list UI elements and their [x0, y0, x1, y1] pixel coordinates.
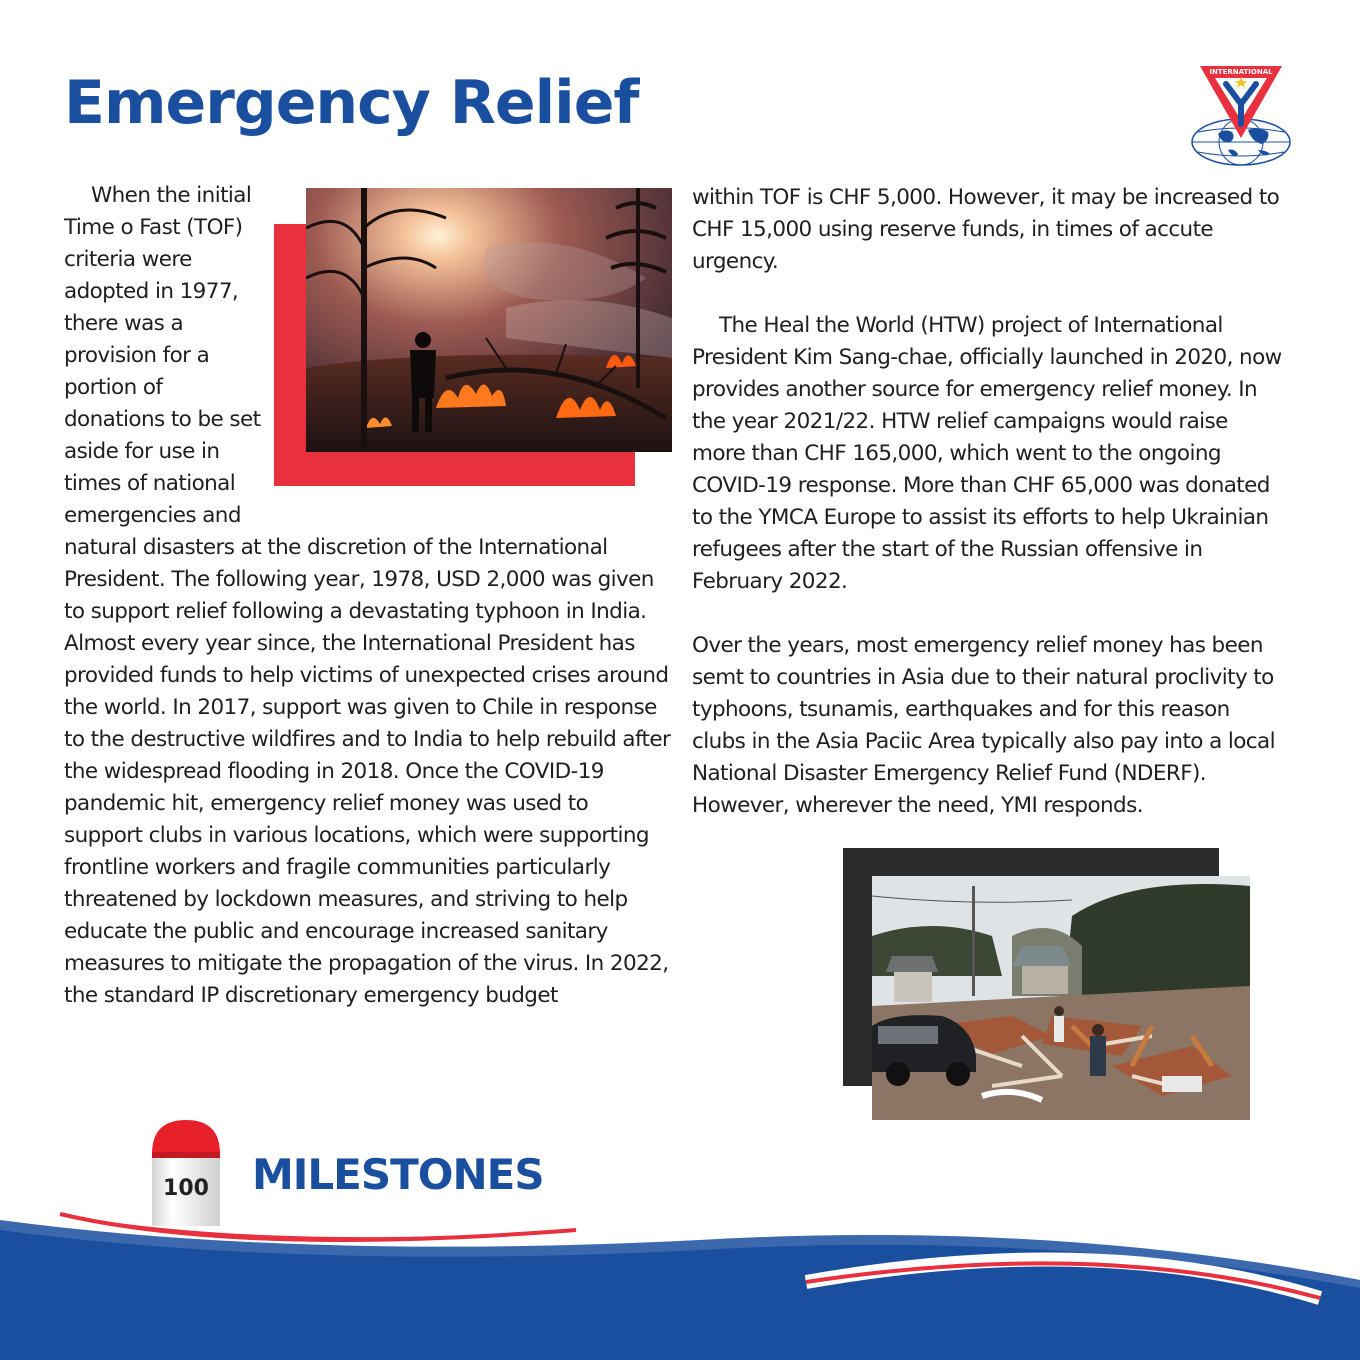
left-column: [64, 180, 672, 1012]
right-paragraph-1: within TOF is CHF 5,000. However, it may be increased to CHF 15,000 using reserve funds, in times of accute urgency.: [692, 185, 1280, 274]
milestone-number: 100: [163, 1176, 209, 1201]
page-title: Emergency Relief: [64, 68, 639, 138]
wildfire-photo: [306, 188, 672, 452]
ymi-logo-icon: [1188, 64, 1294, 168]
logo-text: INTERNATIONAL: [1209, 68, 1273, 76]
wildfire-photo-frame: [274, 188, 680, 506]
footer-waves: [0, 1180, 1360, 1360]
right-paragraph-2: The Heal the World (HTW) project of International President Kim Sang-chae, officially launched in 2020, now provides another source for emergency relief money. In the year 2021/22. HTW relief campaigns would raise more than CHF 165,000, which went to the ongoing COVID-19 response. More than CHF 65,000 was donated to the YMCA Europe to assist its efforts to help Ukrainian refugees after the start of the Russian offensive in February 2022.: [692, 313, 1282, 594]
left-paragraph: When the initial Time o Fast (TOF) criteria were adopted in 1977, there was a provision for a portion of donations to be set aside for use in times of national emergencies and natural disasters at the discretion of the International President. The following year, 1978, USD 2,000 was given to support relief following a devastating typhoon in India. Almost every year since, the International President has provided funds to help victims of unexpected crises around the world. In 2017, support was given to Chile in response to the destructive wildfires and to India to help rebuild after the widespread flooding in 2018. Once the COVID-19 pandemic hit, emergency relief money was used to support clubs in various locations, which were supporting frontline workers and fragile communities particularly threatened by lockdown measures, and striving to help educate the public and encourage increased sanitary measures to mitigate the propagation of the virus. In 2022, the standard IP discretionary emergency budget: [64, 183, 671, 1008]
right-paragraph-3: Over the years, most emergency relief money has been semt to countries in Asia due to their natural proclivity to typhoons, tsunamis, earthquakes and for this reason clubs in the Asia Paciic Area typically also pay into a local National Disaster Emergency Relief Fund (NDERF). However, wherever the need, YMI responds.: [692, 633, 1275, 818]
milestones-label: MILESTONES: [252, 1150, 544, 1199]
tsunami-aftermath-photo: [872, 876, 1250, 1120]
right-column: [692, 182, 1282, 854]
